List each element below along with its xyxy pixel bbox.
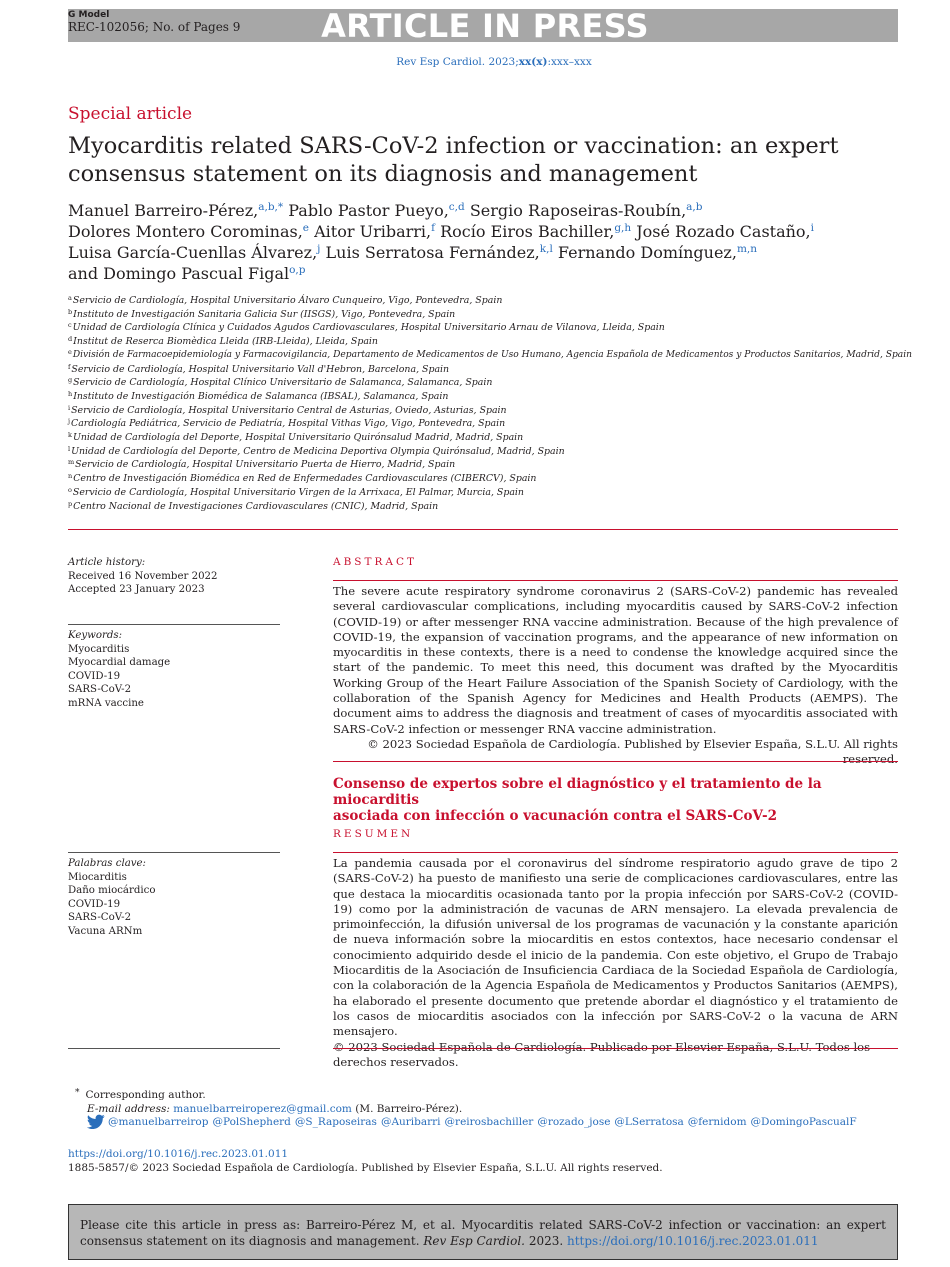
affiliation-text: Servicio de Cardiología, Hospital Universitario Central de Asturias, Oviedo, Asturias, Spain (71, 404, 507, 416)
abstract-copyright: © 2023 Sociedad Española de Cardiología. Published by Elsevier España, S.L.U. All rights reserved. (367, 736, 898, 767)
journal-citation[interactable] (0, 56, 950, 68)
affiliation-item (68, 404, 908, 418)
cite-year: 2023. (528, 1234, 564, 1248)
affiliation-item (68, 500, 908, 514)
author-name: Dolores Montero Corominas, (68, 222, 303, 241)
author-name: Luis Serratosa Fernández, (325, 243, 540, 262)
twitter-handle[interactable]: @manuelbarreirop (108, 1116, 209, 1128)
affiliation-text: Servicio de Cardiología, Hospital Universitario Álvaro Cunqueiro, Vigo, Pontevedra, Spain (72, 295, 503, 306)
keyword: SARS-CoV-2 (68, 684, 132, 696)
author-affil-link[interactable]: a,b (686, 201, 703, 213)
article-history (68, 556, 218, 597)
keywords-block (68, 629, 170, 710)
affiliation-item (68, 347, 912, 363)
author-affil-link[interactable]: c,d (448, 201, 465, 213)
resumen-end-rule (333, 1048, 898, 1049)
affiliation-text: Institut de Reserca Biomèdica Lleida (IRB-Lleida), Lleida, Spain (73, 336, 378, 348)
affiliation-key: j (68, 417, 71, 426)
twitter-handle[interactable]: @S_Raposeiras (294, 1116, 377, 1128)
footnote-star: * (75, 1088, 80, 1098)
keyword: mRNA vaccine (68, 697, 144, 709)
cite-text: Please cite this article in press as: Barreiro-Pérez M, et al. Myocarditis related SARS-CoV-2 infection or vaccination: an expert consensus statement on its diagnosis and management. (80, 1218, 886, 1248)
author-affil-link[interactable]: a,b,* (258, 201, 284, 213)
abstract-rule (333, 580, 898, 581)
palabra-clave: Daño miocárdico (68, 885, 156, 897)
email-label: E-mail address: (87, 1103, 170, 1115)
author-line-3 (68, 242, 908, 263)
keywords-heading: Keywords: (68, 630, 123, 641)
received-date: Received 16 November 2022 (68, 570, 218, 582)
affiliation-key: n (68, 472, 73, 481)
palabra-clave: Miocarditis (68, 871, 127, 883)
sidebar-divider (68, 1048, 280, 1049)
history-heading: Article history: (68, 557, 146, 568)
affiliation-text: Servicio de Cardiología, Hospital Universitario Virgen de la Arrixaca, El Palmar, Murcia, Spain (72, 486, 524, 498)
twitter-handles-row (87, 1114, 861, 1130)
resumen-body (333, 856, 898, 1070)
affiliation-key: i (68, 403, 71, 412)
affiliation-key: o (68, 485, 72, 494)
corresponding-label: Corresponding author. (85, 1089, 206, 1101)
email-owner: (M. Barreiro-Pérez). (355, 1103, 463, 1115)
affiliation-item (68, 390, 908, 404)
affiliation-item (68, 445, 908, 459)
abstract-body (333, 584, 898, 768)
palabra-clave: SARS-CoV-2 (68, 912, 132, 924)
affiliation-key: c (68, 321, 72, 330)
banner-text: ARTICLE IN PRESS (321, 7, 649, 45)
article-type: Special article (68, 104, 193, 124)
author-affil-link[interactable]: o,p (289, 264, 306, 276)
accepted-date: Accepted 23 January 2023 (68, 584, 205, 596)
title-line-1: Myocarditis related SARS-CoV-2 infection or vaccination: an expert (68, 133, 839, 159)
affiliation-text: Instituto de Investigación Biomédica de Salamanca (IBSAL), Salamanca, Spain (73, 390, 449, 402)
affiliation-key: f (68, 362, 71, 371)
author-affil-link[interactable]: f (431, 222, 435, 234)
affiliation-key: p (68, 499, 73, 508)
resumen-copyright: © 2023 Sociedad Española de Cardiología. Publicado por Elsevier España, S.L.U. Todos los derechos reservados. (333, 1039, 871, 1069)
rec-id: REC-102056; No. of Pages 9 (68, 20, 241, 34)
affiliation-text: Unidad de Cardiología del Deporte, Hospital Universitario Quirónsalud Madrid, Madrid, Spain (72, 432, 524, 444)
twitter-handle[interactable]: @reirosbachiller (444, 1116, 534, 1128)
twitter-handle[interactable]: @DomingoPascualF (750, 1116, 857, 1128)
spanish-title-line-2: asociada con infección o vacunación contra el SARS-CoV-2 (333, 808, 778, 824)
affiliation-item (68, 376, 908, 390)
author-line-2 (68, 221, 908, 242)
author-affil-link[interactable]: i (810, 222, 814, 234)
affiliation-key: h (68, 389, 73, 398)
twitter-bird-icon (87, 1114, 105, 1130)
author-affil-link[interactable]: j (317, 243, 321, 255)
affiliation-item (68, 486, 908, 500)
affiliation-text: División de Farmacoepidemiología y Farmacovigilancia, Departamento de Medicamentos de Uso Humano, Agencia Española de Medicamentos y Productos Sanitarios, Madrid, Spain (72, 349, 912, 360)
spanish-title-line-1: Consenso de expertos sobre el diagnóstico y el tratamiento de la miocarditis (333, 776, 822, 808)
article-title (68, 132, 868, 188)
author-name: Fernando Domínguez, (557, 243, 737, 262)
twitter-handle[interactable]: @fernidom (687, 1116, 747, 1128)
affiliation-text: Instituto de Investigación Sanitaria Galicia Sur (IISGS), Vigo, Pontevedra, Spain (73, 308, 456, 320)
affiliation-text: Unidad de Cardiología Clínica y Cuidados Agudos Cardiovasculares, Hospital Universitario Arnau de Vilanova, Lleida, Spain (72, 322, 665, 334)
keyword: COVID-19 (68, 670, 121, 682)
author-name: Aitor Uribarri, (314, 222, 432, 241)
affiliation-key: e (68, 347, 72, 356)
sidebar-divider (68, 852, 280, 853)
resumen-text: La pandemia causada por el coronavirus del síndrome respiratorio agudo grave de tipo 2 (SARS-CoV-2) ha puesto de manifiesto una serie de complicaciones cardiovasculares, entre las que destaca la miocarditis ocasionada tanto por la propia infección por SARS-CoV-2 (COVID-19) como por la administración de vacunas de ARN mensajero. La elevada prevalencia de primoinfección, la difusión universal de los programas de vacunación y la constante aparición de nueva información sobre la miocarditis en estos contextos, hace necesario condensar el conocimiento adquirido desde el inicio de la pandemia. Con este objetivo, el Grupo de Trabajo Miocarditis de la Asociación de Insuficiencia Cardiaca de la Sociedad Española de Cardiología, con la colaboración de la Agencia Española de Medicamentos y Productos Sanitarios (AEMPS), ha elaborado el presente documento que pretende abordar el diagnóstico y el tratamiento de los casos de miocarditis asociados con la infección por SARS-CoV-2 o la vacuna de ARN mensajero. (333, 856, 898, 1039)
keyword: Myocardial damage (68, 657, 171, 669)
affiliation-text: Unidad de Cardiología del Deporte, Centro de Medicina Deportiva Olympia Quirónsalud, Madrid, Spain (71, 445, 565, 457)
affiliation-list (68, 294, 912, 513)
affiliation-text: Centro Nacional de Investigaciones Cardiovasculares (CNIC), Madrid, Spain (73, 500, 439, 512)
abstract-text: The severe acute respiratory syndrome coronavirus 2 (SARS-CoV-2) pandemic has revealed several cardiovascular complications, including myocarditis caused by SARS-CoV-2 infection (COVID-19) or after messenger RNA vaccine administration. Because of the high prevalence of COVID-19, the expansion of vaccination programs, and the appearance of new information on myocarditis in these contexts, there is a need to condense the knowledge acquired since the start of the pandemic. To meet this need, this document was drafted by the Myocarditis Working Group of the Heart Failure Association of the Spanish Society of Cardiology, with the collaboration of the Spanish Agency for Medicines and Health Products (AEMPS). The document aims to address the diagnosis and treatment of cases of myocarditis associated with SARS-CoV-2 infection or messenger RNA vaccine administration. (333, 584, 898, 736)
twitter-handle[interactable]: @LSerratosa (614, 1116, 684, 1128)
citation-pre: Rev Esp Cardiol. 2023; (396, 56, 519, 68)
affiliation-text: Servicio de Cardiología, Hospital Universitario Puerta de Hierro, Madrid, Spain (75, 459, 456, 471)
affiliation-key: m (68, 458, 75, 467)
affiliation-text: Cardiología Pediátrica, Servicio de Pediatría, Hospital Vithas Vigo, Vigo, Pontevedra, Spain (71, 418, 506, 430)
cite-this-article-box (68, 1204, 898, 1260)
affiliation-item (68, 294, 908, 308)
author-name: José Rozado Castaño, (636, 222, 811, 241)
author-affil-link[interactable]: m,n (736, 243, 758, 255)
author-name: Manuel Barreiro-Pérez, (68, 201, 259, 220)
affiliation-item (68, 335, 908, 349)
affiliation-text: Centro de Investigación Biomédica en Red de Enfermedades Cardiovasculares (CIBERCV), Spain (73, 473, 537, 485)
author-name: Luisa García-Cuenllas Álvarez, (68, 243, 318, 262)
affiliation-item (68, 321, 908, 335)
twitter-handle[interactable]: @rozado_jose (537, 1116, 611, 1128)
affiliation-item (68, 458, 908, 472)
author-name: Rocío Eiros Bachiller, (440, 222, 615, 241)
email-link[interactable]: manuelbarreiroperez@gmail.com (173, 1103, 352, 1115)
twitter-handle[interactable]: @PolShepherd (212, 1116, 291, 1128)
affiliation-key: a (68, 294, 72, 302)
abstract-end-rule (333, 761, 898, 762)
resumen-rule (333, 852, 898, 853)
corresponding-author-note (75, 1086, 462, 1116)
palabras-clave-block (68, 857, 156, 938)
author-line-4 (68, 263, 908, 284)
resumen-heading: RESUMEN (333, 828, 414, 840)
affiliation-key: d (68, 335, 73, 344)
affiliation-key: b (68, 307, 73, 316)
affiliation-item (68, 363, 908, 377)
author-affil-link[interactable]: k,l (539, 243, 553, 255)
cite-doi-link[interactable]: https://doi.org/10.1016/j.rec.2023.01.011 (567, 1234, 819, 1248)
citation-post: :xxx–xxx (547, 56, 592, 68)
twitter-handle[interactable]: @Auribarri (380, 1116, 441, 1128)
issn-line: 1885-5857/© 2023 Sociedad Española de Cardiología. Published by Elsevier España, S.L.U. All rights reserved. (68, 1162, 663, 1174)
author-name: Pablo Pastor Pueyo, (288, 201, 449, 220)
affiliation-item (68, 417, 908, 431)
g-model-label: G Model (68, 10, 110, 20)
doi-link[interactable]: https://doi.org/10.1016/j.rec.2023.01.011 (68, 1148, 289, 1160)
cite-journal: Rev Esp Cardiol. (423, 1234, 525, 1248)
palabras-heading: Palabras clave: (68, 858, 146, 869)
section-divider (68, 529, 898, 530)
affiliation-item (68, 431, 908, 445)
abstract-heading: ABSTRACT (333, 556, 418, 568)
author-affil-link[interactable]: g,h (614, 222, 632, 234)
citation-volume: xx(x) (518, 56, 548, 68)
affiliation-key: l (68, 444, 71, 453)
affiliation-item (68, 308, 908, 322)
keyword: Myocarditis (68, 643, 130, 655)
affiliation-item (68, 472, 908, 486)
author-list (68, 200, 908, 284)
author-name: and Domingo Pascual Figal (68, 264, 290, 283)
spanish-title (333, 776, 898, 824)
author-affil-link[interactable]: e (302, 222, 310, 234)
affiliation-key: g (68, 376, 73, 385)
palabra-clave: Vacuna ARNm (68, 925, 143, 937)
title-line-2: consensus statement on its diagnosis and management (68, 161, 698, 187)
affiliation-key: k (68, 431, 72, 440)
author-line-1 (68, 200, 908, 221)
affiliation-text: Servicio de Cardiología, Hospital Universitario Vall d'Hebron, Barcelona, Spain (71, 363, 450, 375)
author-name: Sergio Raposeiras-Roubín, (469, 201, 687, 220)
affiliation-text: Servicio de Cardiología, Hospital Clínico Universitario de Salamanca, Salamanca, Spain (73, 377, 493, 389)
sidebar-divider (68, 624, 280, 625)
palabra-clave: COVID-19 (68, 898, 121, 910)
